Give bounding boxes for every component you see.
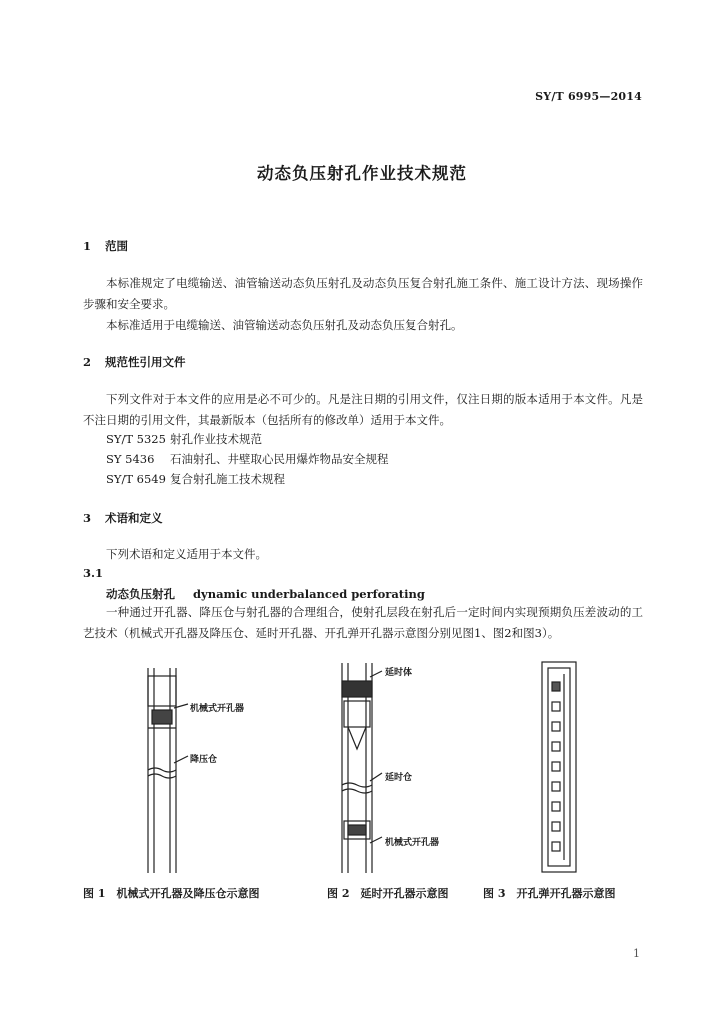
figure-1-label-chamber: 降压仓: [190, 755, 218, 765]
term-number: 3.1: [83, 566, 104, 580]
reference-title: 复合射孔施工技术规程: [170, 472, 285, 486]
figure-1-diagram: [130, 668, 250, 878]
paragraph-text: 一种通过开孔器、降压仓与射孔器的合理组合，使射孔层段在射孔后一定时间内实现预期负压差波动的工艺技术（机械式开孔器及降压仓、延时开孔器、开孔弹开孔器示意图分别见图1、图2和图3）。: [83, 605, 643, 640]
term-chinese: 动态负压射孔: [106, 587, 175, 601]
scope-paragraph-1: [83, 273, 643, 315]
page-number: 1: [633, 947, 640, 960]
paragraph-text: 本标准规定了电缆输送、油管输送动态负压射孔及动态负压复合射孔施工条件、施工设计方法、现场操作步骤和安全要求。: [83, 276, 643, 311]
figure-3-caption: 图 3 开孔弹开孔器示意图: [483, 887, 616, 900]
section-1-heading: [83, 238, 128, 254]
reference-title: 石油射孔、井壁取心民用爆炸物品安全规程: [170, 452, 389, 466]
reference-code: SY/T 6549: [106, 472, 166, 486]
section-title: 规范性引用文件: [105, 355, 186, 369]
paragraph-text: 下列术语和定义适用于本文件。: [106, 547, 267, 561]
figure-2-label-delay-chamber: 延时仓: [385, 773, 413, 783]
figure-3-diagram: [538, 660, 588, 875]
term-definition: [83, 602, 643, 644]
standard-code: SY/T 6995—2014: [535, 90, 642, 103]
reference-item: [106, 471, 285, 487]
section-number: 3: [83, 511, 92, 525]
paragraph-text: 本标准适用于电缆输送、油管输送动态负压射孔及动态负压复合射孔。: [106, 318, 463, 332]
reference-code: SY 5436: [106, 452, 155, 466]
references-intro: [83, 389, 643, 431]
figure-2-label-delay-body: 延时体: [385, 668, 413, 678]
figure-2-caption: 图 2 延时开孔器示意图: [327, 887, 449, 900]
section-3-heading: [83, 510, 163, 526]
section-2-heading: [83, 354, 186, 370]
term-english: dynamic underbalanced perforating: [193, 587, 425, 601]
section-number: 1: [83, 239, 92, 253]
reference-item: [106, 431, 262, 447]
reference-code: SY/T 5325: [106, 432, 166, 446]
figure-2-label-perforator: 机械式开孔器: [385, 838, 440, 848]
paragraph-text: 下列文件对于本文件的应用是必不可少的。凡是注日期的引用文件，仅注日期的版本适用于本文件。凡是不注日期的引用文件，其最新版本（包括所有的修改单）适用于本文件。: [83, 392, 643, 427]
figure-1-label-perforator: 机械式开孔器: [190, 704, 245, 714]
figure-1-caption: 图 1 机械式开孔器及降压仓示意图: [83, 887, 260, 900]
section-title: 术语和定义: [105, 511, 163, 525]
reference-title: 射孔作业技术规范: [170, 432, 262, 446]
term-entry: [106, 586, 425, 602]
section-number: 2: [83, 355, 92, 369]
section-title: 范围: [105, 239, 128, 253]
terms-intro: [83, 544, 643, 565]
scope-paragraph-2: [83, 315, 643, 336]
document-title: 动态负压射孔作业技术规范: [257, 164, 467, 183]
reference-item: [106, 451, 389, 467]
